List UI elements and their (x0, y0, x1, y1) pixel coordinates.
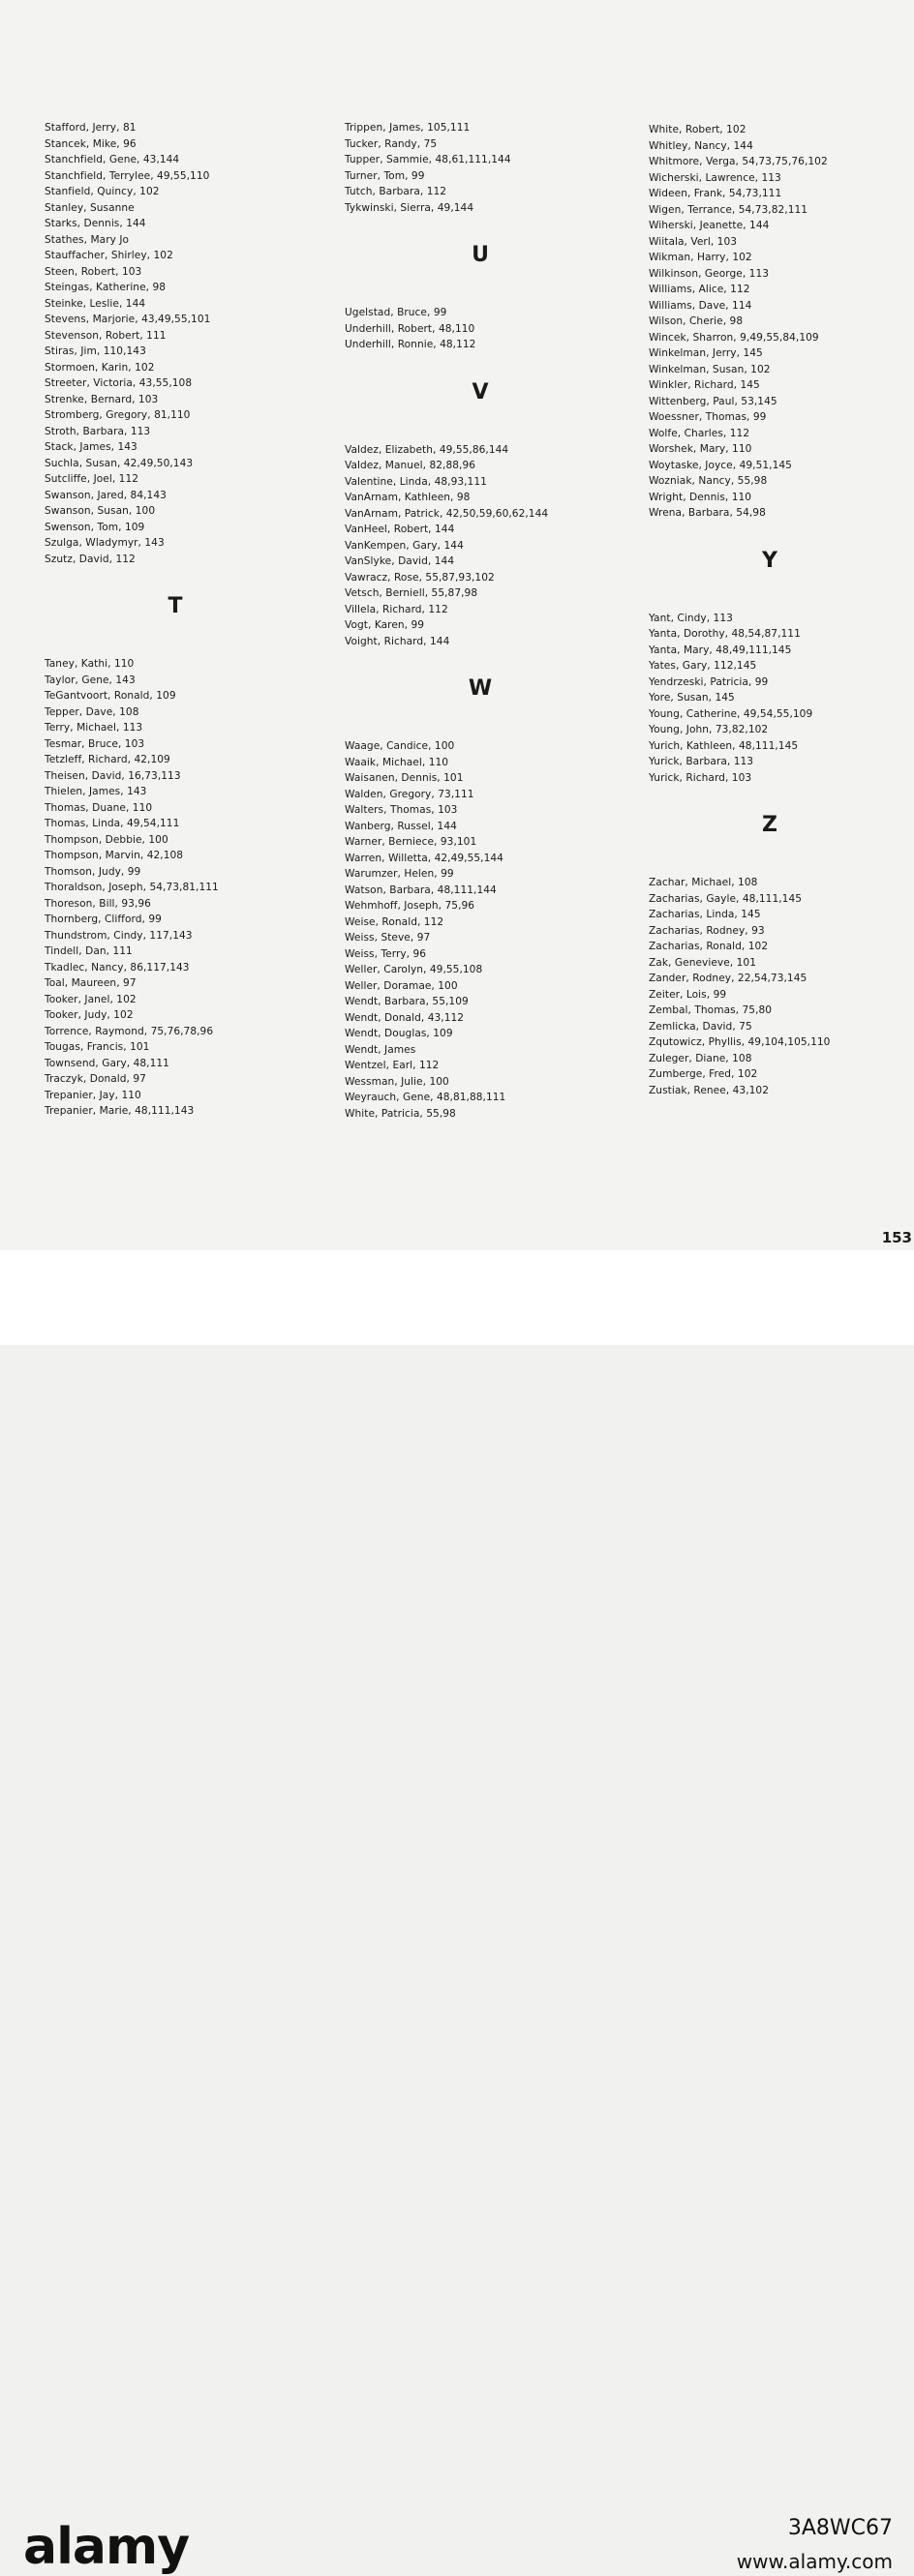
index-entry: Zqutowicz, Phyllis, 49,104,105,110 (649, 1036, 831, 1048)
index-entry: Theisen, David, 16,73,113 (45, 769, 181, 782)
index-entry: Winkler, Richard, 145 (649, 379, 760, 391)
index-entry: Yates, Gary, 112,145 (649, 660, 757, 672)
index-entry: Wendt, Barbara, 55,109 (345, 996, 469, 1007)
index-entry: Tougas, Francis, 101 (45, 1041, 150, 1053)
index-entry: Tkadlec, Nancy, 86,117,143 (45, 961, 190, 973)
index-entry: Voight, Richard, 144 (345, 635, 450, 647)
index-entry: Whitley, Nancy, 144 (649, 139, 753, 152)
index-entry: Wigen, Terrance, 54,73,82,111 (649, 203, 808, 216)
index-entry: Wentzel, Earl, 112 (345, 1060, 440, 1071)
index-column-2 (345, 120, 616, 1122)
index-entry: Wideen, Frank, 54,73,111 (649, 188, 782, 199)
index-entry: Weiss, Terry, 96 (345, 947, 427, 960)
index-entry: Weller, Carolyn, 49,55,108 (345, 964, 483, 975)
index-entry: Stafford, Jerry, 81 (45, 122, 137, 134)
index-entry: Stiras, Jim, 110,143 (45, 345, 146, 357)
index-entry: Steingas, Katherine, 98 (45, 282, 167, 293)
index-entry: Underhill, Robert, 48,110 (345, 322, 475, 335)
index-entry: Tupper, Sammie, 48,61,111,144 (345, 154, 511, 165)
index-entry: Tindell, Dan, 111 (45, 945, 133, 957)
index-entry: Toal, Maureen, 97 (45, 977, 137, 989)
index-entry: Thomson, Judy, 99 (45, 865, 141, 878)
index-entry: White, Patricia, 55,98 (345, 1107, 456, 1120)
index-entry: Swenson, Tom, 109 (45, 521, 145, 533)
index-entry: Valentine, Linda, 48,93,111 (345, 475, 487, 488)
index-entry: Warner, Berniece, 93,101 (345, 836, 477, 848)
index-entry: Zacharias, Ronald, 102 (649, 941, 769, 952)
section-letter-heading: U (472, 243, 489, 267)
index-entry: Yurick, Richard, 103 (649, 771, 752, 784)
index-entry: Wilkinson, George, 113 (649, 267, 770, 280)
index-entry: Stanley, Susanne (45, 201, 135, 214)
index-entry: Wikman, Harry, 102 (649, 252, 752, 263)
index-entry: Terry, Michael, 113 (45, 722, 143, 734)
index-entry: Wiherski, Jeanette, 144 (649, 220, 770, 231)
section-letter-heading: W (468, 676, 493, 701)
index-entry: Wendt, Donald, 43,112 (345, 1011, 465, 1024)
index-entry: Vetsch, Berniell, 55,87,98 (345, 587, 478, 599)
index-entry: Szulga, Wladymyr, 143 (45, 537, 165, 549)
index-entry: Young, Catherine, 49,54,55,109 (649, 707, 813, 720)
index-entry: Winkelman, Jerry, 145 (649, 347, 763, 359)
index-entry: Townsend, Gary, 48,111 (45, 1057, 169, 1069)
index-entry: Zembal, Thomas, 75,80 (649, 1004, 773, 1016)
index-entry: Sutcliffe, Joel, 112 (45, 473, 139, 485)
index-entry: Tutch, Barbara, 112 (345, 186, 447, 197)
index-entry: Tucker, Randy, 75 (345, 137, 438, 150)
index-entry: Vogt, Karen, 99 (345, 619, 425, 631)
index-entry: TeGantvoort, Ronald, 109 (45, 690, 176, 702)
watermark-image-id: 3A8WC67 (787, 2516, 893, 2540)
index-entry: VanSlyke, David, 144 (345, 555, 455, 567)
index-entry: Swanson, Susan, 100 (45, 505, 156, 517)
index-entry: Williams, Dave, 114 (649, 299, 752, 312)
index-entry: Tooker, Judy, 102 (45, 1009, 134, 1021)
index-entry: Zacharias, Gayle, 48,111,145 (649, 892, 803, 905)
index-entry: Weyrauch, Gene, 48,81,88,111 (345, 1092, 506, 1103)
index-entry: Warren, Willetta, 42,49,55,144 (345, 852, 503, 864)
index-entry: Yurich, Kathleen, 48,111,145 (649, 739, 799, 752)
index-entry: Torrence, Raymond, 75,76,78,96 (45, 1025, 214, 1037)
index-entry: Stathes, Mary Jo (45, 233, 130, 246)
section-letter-heading: Y (762, 548, 777, 573)
index-entry: Wrena, Barbara, 54,98 (649, 507, 766, 519)
index-entry: Thoreson, Bill, 93,96 (45, 897, 151, 910)
page-number: 153 (881, 1229, 912, 1246)
index-entry: Walters, Thomas, 103 (345, 804, 458, 816)
index-entry: Yendrzeski, Patricia, 99 (649, 675, 769, 688)
index-entry: Traczyk, Donald, 97 (45, 1073, 146, 1085)
index-entry: Whitmore, Verga, 54,73,75,76,102 (649, 156, 828, 167)
index-entry: Young, John, 73,82,102 (649, 724, 769, 735)
index-entry: Stevenson, Robert, 111 (45, 329, 167, 342)
index-entry: Yanta, Mary, 48,49,111,145 (649, 644, 792, 656)
index-entry: Wolfe, Charles, 112 (649, 427, 750, 439)
index-entry: Stanchfield, Terrylee, 49,55,110 (45, 169, 210, 182)
index-entry: Streeter, Victoria, 43,55,108 (45, 377, 193, 389)
index-entry: Stauffacher, Shirley, 102 (45, 250, 173, 261)
index-entry: Wozniak, Nancy, 55,98 (649, 475, 768, 487)
index-column-1 (45, 120, 306, 1120)
index-entry: VanHeel, Robert, 144 (345, 524, 455, 535)
index-entry: Thompson, Debbie, 100 (45, 833, 168, 846)
index-entry: Wright, Dennis, 110 (649, 491, 752, 503)
index-entry: Thompson, Marvin, 42,108 (45, 850, 184, 861)
index-entry: VanArnam, Kathleen, 98 (345, 492, 471, 503)
index-entry: Swanson, Jared, 84,143 (45, 489, 167, 501)
index-entry: Weller, Doramae, 100 (345, 979, 458, 992)
index-entry: Trippen, James, 105,111 (345, 122, 471, 134)
section-letter-heading: V (472, 379, 489, 404)
index-entry: Stancek, Mike, 96 (45, 137, 137, 150)
index-entry: Woessner, Thomas, 99 (649, 411, 767, 423)
index-entry: Trepanier, Marie, 48,111,143 (45, 1105, 195, 1117)
index-entry: Steinke, Leslie, 144 (45, 297, 146, 310)
index-entry: Wincek, Sharron, 9,49,55,84,109 (649, 331, 819, 344)
index-entry: Yurick, Barbara, 113 (649, 756, 754, 767)
index-entry: Yant, Cindy, 113 (649, 612, 733, 624)
index-entry: Steen, Robert, 103 (45, 265, 142, 278)
index-entry: Starks, Dennis, 144 (45, 218, 146, 229)
index-entry: Watson, Barbara, 48,111,144 (345, 884, 497, 896)
index-entry: Weiss, Steve, 97 (345, 932, 431, 944)
index-entry: Valdez, Elizabeth, 49,55,86,144 (345, 443, 509, 456)
section-letter-heading: Z (762, 813, 777, 837)
index-entry: Worshek, Mary, 110 (649, 443, 752, 455)
index-entry: Wendt, James (345, 1043, 416, 1056)
index-entry: Winkelman, Susan, 102 (649, 363, 771, 375)
index-entry: Woytaske, Joyce, 49,51,145 (649, 459, 792, 471)
index-entry: Zustiak, Renee, 43,102 (649, 1084, 770, 1096)
index-entry: Stanfield, Quincy, 102 (45, 186, 160, 197)
index-entry: Tooker, Janel, 102 (45, 993, 137, 1005)
watermark-logo: alamy (23, 2518, 190, 2576)
index-entry: Yanta, Dorothy, 48,54,87,111 (649, 628, 801, 640)
index-entry: Taylor, Gene, 143 (45, 674, 136, 686)
index-entry: Yore, Susan, 145 (649, 692, 735, 704)
index-entry: Zeiter, Lois, 99 (649, 988, 727, 1001)
section-letter-heading: T (168, 594, 183, 618)
index-entry: Ugelstad, Bruce, 99 (345, 307, 447, 318)
index-entry: Zemlicka, David, 75 (649, 1020, 752, 1033)
index-entry: Zander, Rodney, 22,54,73,145 (649, 973, 807, 984)
index-entry: Warumzer, Helen, 99 (345, 868, 454, 880)
index-entry: Stanchfield, Gene, 43,144 (45, 154, 180, 165)
watermark-footer (0, 1250, 914, 2576)
index-entry: Waisanen, Dennis, 101 (345, 772, 464, 784)
index-entry: Stromberg, Gregory, 81,110 (45, 409, 191, 421)
index-entry: Wendt, Douglas, 109 (345, 1028, 453, 1039)
index-entry: Trepanier, Jay, 110 (45, 1089, 141, 1101)
index-entry: Villela, Richard, 112 (345, 603, 448, 615)
index-entry: Stroth, Barbara, 113 (45, 425, 151, 437)
index-entry: Weise, Ronald, 112 (345, 915, 444, 928)
index-entry: Tetzleff, Richard, 42,109 (45, 754, 170, 765)
index-entry: VanKempen, Gary, 144 (345, 539, 464, 552)
index-entry: Waage, Candice, 100 (345, 740, 455, 752)
index-entry: Walden, Gregory, 73,111 (345, 788, 474, 800)
index-entry: Zak, Genevieve, 101 (649, 956, 756, 969)
yearbook-index-page (0, 0, 914, 1250)
index-column-3 (649, 122, 891, 1098)
index-entry: Waaik, Michael, 110 (345, 756, 449, 768)
index-entry: Zumberge, Fred, 102 (649, 1068, 758, 1080)
index-entry: Zachar, Michael, 108 (649, 877, 758, 888)
index-entry: Wessman, Julie, 100 (345, 1075, 449, 1088)
index-entry: Wicherski, Lawrence, 113 (649, 171, 781, 184)
index-entry: Thoraldson, Joseph, 54,73,81,111 (45, 882, 219, 893)
index-entry: Turner, Tom, 99 (345, 169, 425, 182)
index-entry: Thomas, Linda, 49,54,111 (45, 818, 180, 829)
index-entry: Williams, Alice, 112 (649, 284, 750, 295)
index-entry: Thielen, James, 143 (45, 786, 147, 797)
index-entry: Wittenberg, Paul, 53,145 (649, 395, 777, 407)
watermark-site: www.alamy.com (736, 2550, 893, 2573)
index-entry: Wehmhoff, Joseph, 75,96 (345, 900, 475, 912)
index-entry: Thornberg, Clifford, 99 (45, 914, 162, 925)
index-entry: Vawracz, Rose, 55,87,93,102 (345, 571, 495, 584)
index-entry: Strenke, Bernard, 103 (45, 393, 159, 405)
index-entry: Underhill, Ronnie, 48,112 (345, 339, 476, 350)
index-entry: Taney, Kathi, 110 (45, 658, 135, 670)
index-entry: Stack, James, 143 (45, 441, 137, 453)
index-entry: Wilson, Cherie, 98 (649, 315, 744, 327)
index-entry: Zacharias, Rodney, 93 (649, 924, 765, 937)
index-entry: Suchla, Susan, 42,49,50,143 (45, 457, 194, 469)
index-entry: White, Robert, 102 (649, 124, 746, 135)
index-entry: Tepper, Dave, 108 (45, 705, 139, 718)
index-entry: Wanberg, Russel, 144 (345, 820, 457, 832)
index-entry: VanArnam, Patrick, 42,50,59,60,62,144 (345, 507, 549, 520)
index-entry: Stormoen, Karin, 102 (45, 361, 155, 374)
index-entry: Zacharias, Linda, 145 (649, 909, 761, 920)
index-entry: Valdez, Manuel, 82,88,96 (345, 460, 476, 471)
index-entry: Thomas, Duane, 110 (45, 801, 153, 814)
index-entry: Stevens, Marjorie, 43,49,55,101 (45, 314, 211, 325)
index-entry: Thundstrom, Cindy, 117,143 (45, 929, 193, 942)
index-entry: Zuleger, Diane, 108 (649, 1052, 752, 1064)
index-entry: Szutz, David, 112 (45, 553, 136, 565)
index-entry: Tesmar, Bruce, 103 (45, 737, 145, 750)
index-entry: Wiitala, Verl, 103 (649, 235, 738, 248)
index-entry: Tykwinski, Sierra, 49,144 (345, 201, 474, 214)
